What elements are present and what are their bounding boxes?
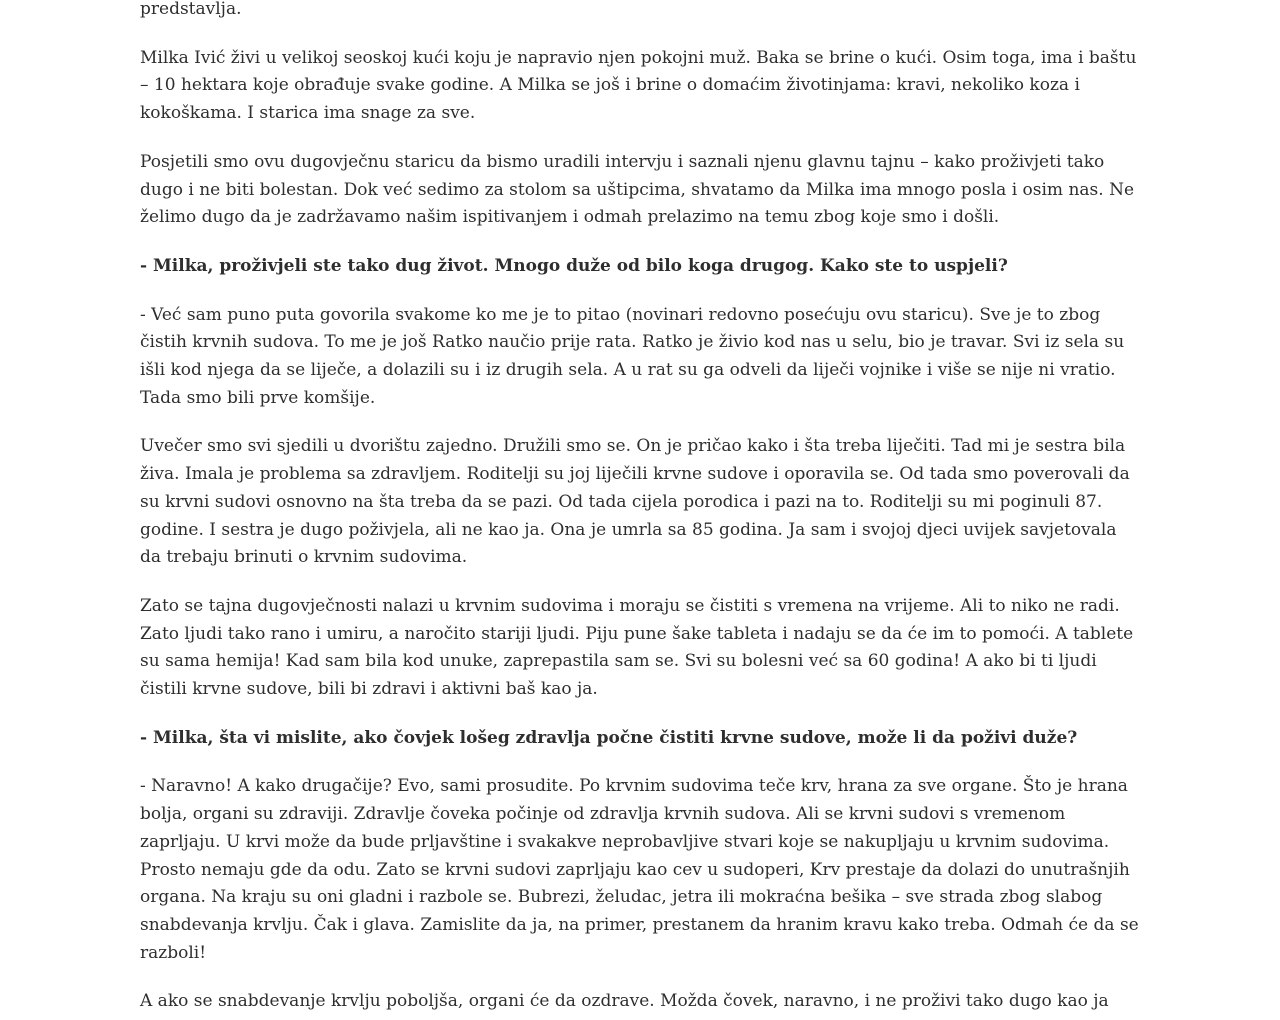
paragraph-truncated-top: predstavlja. [140, 0, 242, 19]
interview-question-2: - Milka, šta vi mislite, ako čovjek lošeg zdravlja počne čistiti krvne sudove, može li da poživi duže? [140, 727, 1078, 748]
paragraph: Zato se tajna dugovječnosti nalazi u krvnim sudovima i moraju se čistiti s vremena na vrijeme. Ali to niko ne radi. Zato ljudi tako rano i umiru, a naročito stariji ljudi. Piju pune šake tableta i nadaju se da će im to pomoći. A tablete su sama hemija! Kad sam bila kod unuke, zaprepastila sam se. Svi su bolesni već sa 60 godina! A ako bi ti ljudi čistili krvne sudove, bili bi zdravi i aktivni baš kao ja. [140, 595, 1134, 700]
interview-question-1: - Milka, proživjeli ste tako dug život. Mnogo duže od bilo koga drugog. Kako ste to uspjeli? [140, 255, 1008, 276]
paragraph-truncated-bottom: A ako se snabdevanje krvlju poboljša, organi će da ozdrave. Možda čovek, naravno, i ne proživi tako dugo kao ja [140, 991, 1109, 1012]
paragraph: Posjetili smo ovu dugovječnu staricu da bismo uradili intervju i saznali njenu glavnu tajnu – kako proživjeti tako dugo i ne biti bolestan. Dok već sedimo za stolom sa uštipcima, shvatamo da Milka ima mnogo posla i osim nas. Ne želimo dugo da je zadržavamo našim ispitivanjem i odmah prelazimo na temu zbog koje smo i došli. [140, 151, 1135, 228]
paragraph: Milka Ivić živi u velikoj seoskoj kući koju je napravio njen pokojni muž. Baka se brine o kući. Osim toga, ima i baštu – 10 hektara koje obrađuje svake godine. A Milka se još i brine o domaćim životinjama: kravi, nekoliko koza i kokoškama. I starica ima snage za sve. [140, 47, 1137, 124]
interview-answer: - Naravno! A kako drugačije? Evo, sami prosudite. Po krvnim sudovima teče krv, hrana za sve organe. Što je hrana bolja, organi su zdraviji. Zdravlje čoveka počinje od zdravlja krvnih sudova. Ali se krvni sudovi s vremenom zaprljaju. U krvi može da bude prljavštine i svakakve neprobavljive stvari koje se nakupljaju u krvnim sudovima. Prosto nemaju gde da odu. Zato se krvni sudovi zaprljaju kao cev u sudoperi, Krv prestaje da dolazi do unutrašnjih organa. Na kraju su oni gladni i razbole se. Bubrezi, želudac, jetra ili mokraćna bešika – sve strada zbog slabog snabdevanja krvlju. Čak i glava. Zamislite da ja, na primer, prestanem da hranim kravu kako treba. Odmah će da se razboli! [140, 776, 1139, 963]
interview-answer: - Već sam puno puta govorila svakome ko me je to pitao (novinari redovno posećuju ovu staricu). Sve je to zbog čistih krvnih sudova. To me je još Ratko naučio prije rata. Ratko je živio kod nas u selu, bio je travar. Svi iz sela su išli kod njega da se liječe, a dolazili su i iz drugih sela. A u rat su ga odveli da liječi vojnike i više se nije ni vratio. Tada smo bili prve komšije. [140, 304, 1125, 408]
article-body [140, 0, 1140, 1016]
paragraph: Uvečer smo svi sjedili u dvorištu zajedno. Družili smo se. On je pričao kako i šta treba liječiti. Tad mi je sestra bila živa. Imala je problema sa zdravljem. Roditelji su joj liječili krvne sudove i oporavila se. Od tada smo poverovali da su krvni sudovi osnovno na šta treba da se pazi. Od tada cijela porodica i pazi na to. Roditelji su mi poginuli 87. godine. I sestra je dugo poživjela, ali ne kao ja. Ona je umrla sa 85 godina. Ja sam i svojoj djeci uvijek savjetovala da trebaju brinuti o krvnim sudovima. [140, 436, 1130, 568]
